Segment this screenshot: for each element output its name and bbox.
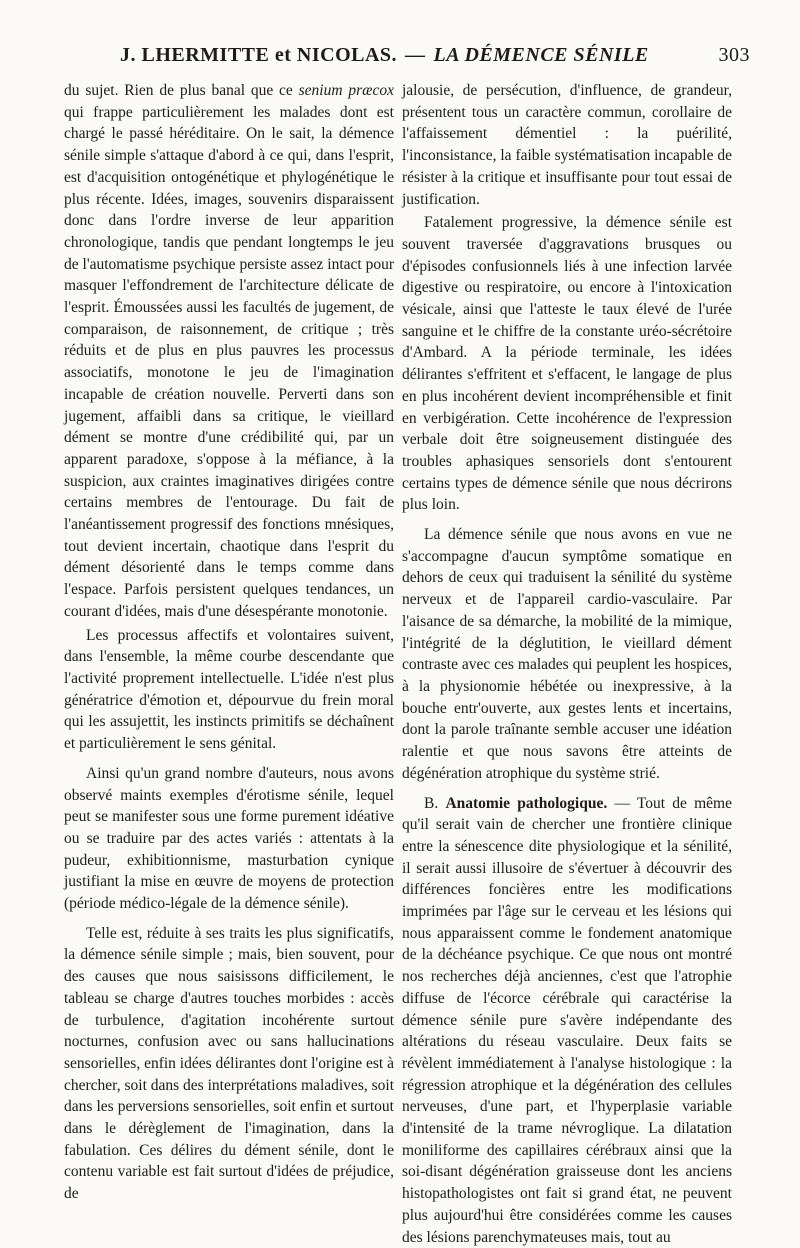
latin-term: senium præcox: [299, 82, 394, 99]
paragraph: Fatalement progressive, la démence sénile est souvent traversée d'aggravations brusques ou d'épisodes confusionnels liés à une infection larvée digestive ou respiratoire, ou encore à l'intoxication vésicale, ainsi que l'atteste le taux élevé de l'urée sanguine et le chiffre de la constante uréo-sécrétoire d'Ambard. A la période terminale, les idées délirantes s'effritent et s'effacent, le langage de plus en plus incohérent devient incompréhensible et finit en verbigération. Cette incohérence de l'expression verbale doit être soigneusement distinguée des troubles aphasiques sensoriels dont s'entourent certains types de démence sénile que nous décrirons plus loin.: [402, 212, 732, 516]
paragraph-text: — Tout de même qu'il serait vain de chercher une frontière clinique entre la sénescence dite physiologique et la sénilité, il serait aussi illusoire de s'évertuer à découvrir des différences foncières entre les modifications imprimées par l'âge sur le cerveau et les lésions qui nous apparaissent comme le fondement anatomique de la déchéance psychique. Ce que nous ont montré nos recherches déjà anciennes, c'est que l'atrophie diffuse de l'écorce cérébrale qui caractérise la démence sénile pure s'avère indépendante des altérations du réseau vasculaire. Deux faits se révèlent immédiatement à l'analyse histologique : la régression atrophique et la dégénération des cellules nerveuses, d'une part, et l'hyperplasie variable d'intensité de la trame névroglique. La dilatation moniliforme des capillaires cérébraux ainsi que la soi-disant dégénération graisseuse dont les anciens histopathologistes ont fait si grand état, ne peuvent plus aujourd'hui être considérées comme les causes des lésions parenchymateuses mais, tout au: [402, 795, 732, 1246]
right-column: [402, 80, 732, 1248]
running-header: [60, 40, 760, 80]
paragraph-text: qui frappe particulièrement les malades dont est chargé le passé héréditaire. On le sait, la démence sénile simple s'attaque d'abord à ce qui, dans l'esprit, est d'acquisition ontogénétique et phylogénétique le plus récente. Idées, images, souvenirs disparaissent donc dans l'ordre inverse de leur apparition chronologique, tandis que pendant longtemps le jeu de l'automatisme psychique persiste assez intact pour masquer l'effondrement de l'architecture délicate de l'esprit. Émoussées aussi les facultés de jugement, de comparaison, de raisonnement, de critique ; très réduits et de plus en plus pauvres les processus associatifs, monotone le jeu de l'imagination incapable de création nouvelle. Perverti dans son jugement, affaibli dans sa critique, le vieillard dément se montre d'une crédibilité qui, par un apparent paradoxe, s'oppose à la méfiance, à la suspicion, aux craintes imaginatives dirigées contre certains membres de l'entourage. Du fait de l'anéantissement progressif des fonctions mnésiques, tout devient incertain, chaotique dans l'esprit du dément désorienté dans le temps comme dans l'espace. Parfois persistent quelques tendances, un courant d'idées, mais d'une désespérante monotonie.: [64, 104, 394, 620]
paragraph: [64, 80, 394, 623]
section-paragraph: [402, 793, 732, 1248]
paragraph: La démence sénile que nous avons en vue ne s'accompagne d'aucun symptôme somatique en dehors de ceux qui traduisent la sénilité du système nerveux et de l'appareil cardio-vasculaire. Par l'aisance de sa démarche, la mobilité de la mimique, l'intégrité de la déglutition, le vieillard dément contraste avec ces malades qui peuplent les hospices, à la physionomie hébétée ou inexpressive, à la bouche entr'ouverte, aux gestes lents et incertains, dont la parole traînante semble accuser une idéation ralentie et que nous savons être atteints de dégénération atrophique du système strié.: [402, 524, 732, 784]
paragraph: Telle est, réduite à ses traits les plus significatifs, la démence sénile simple ; mais, bien souvent, pour des causes que nous saisissons difficilement, le tableau se charge d'autres touches morbides : accès de turbulence, d'agitation incohérente surtout nocturnes, confusion avec ou sans hallucinations sensorielles, enfin idées délirantes dont l'origine est à chercher, soit dans des interprétations maladives, soit dans les perversions sensorielles, soit enfin et surtout dans le dérèglement de l'imagination, dans la fabulation. Ces délires du dément sénile, dont le contenu variable est fait surtout d'idées de préjudice, de: [64, 923, 394, 1205]
article-title: LA DÉMENCE SÉNILE: [434, 44, 649, 66]
page-number: 303: [719, 44, 751, 67]
title-separator: —: [405, 44, 426, 66]
running-title: [120, 44, 649, 67]
section-heading: Anatomie pathologique.: [445, 795, 607, 812]
left-column: [64, 80, 394, 1205]
paragraph: jalousie, de persécution, d'influence, de grandeur, présentent tous un caractère commun, corollaire de l'affaissement démentiel : la puérilité, l'inconsistance, la faible systématisation incapable de résister à la critique et insuffisante pour tout essai de justification.: [402, 80, 732, 210]
paragraph-text: du sujet. Rien de plus banal que ce: [64, 82, 299, 99]
paragraph: Ainsi qu'un grand nombre d'auteurs, nous avons observé maints exemples d'érotisme sénile, lequel peut se manifester sous une forme purement idéative ou se traduire par des actes variés : attentats à la pudeur, exhibitionnisme, masturbation cynique justifiant la mise en œuvre de moyens de protection (période médico-légale de la démence sénile).: [64, 763, 394, 915]
author-names: J. LHERMITTE et NICOLAS.: [120, 44, 397, 66]
section-label: B.: [424, 795, 445, 812]
paragraph: Les processus affectifs et volontaires suivent, dans l'ensemble, la même courbe descendante que l'activité proprement intellectuelle. L'idée n'est plus génératrice d'émotion et, dépourvue du frein moral qui les assujettit, les instincts primitifs se déchaînent et particulièrement le sens génital.: [64, 625, 394, 755]
